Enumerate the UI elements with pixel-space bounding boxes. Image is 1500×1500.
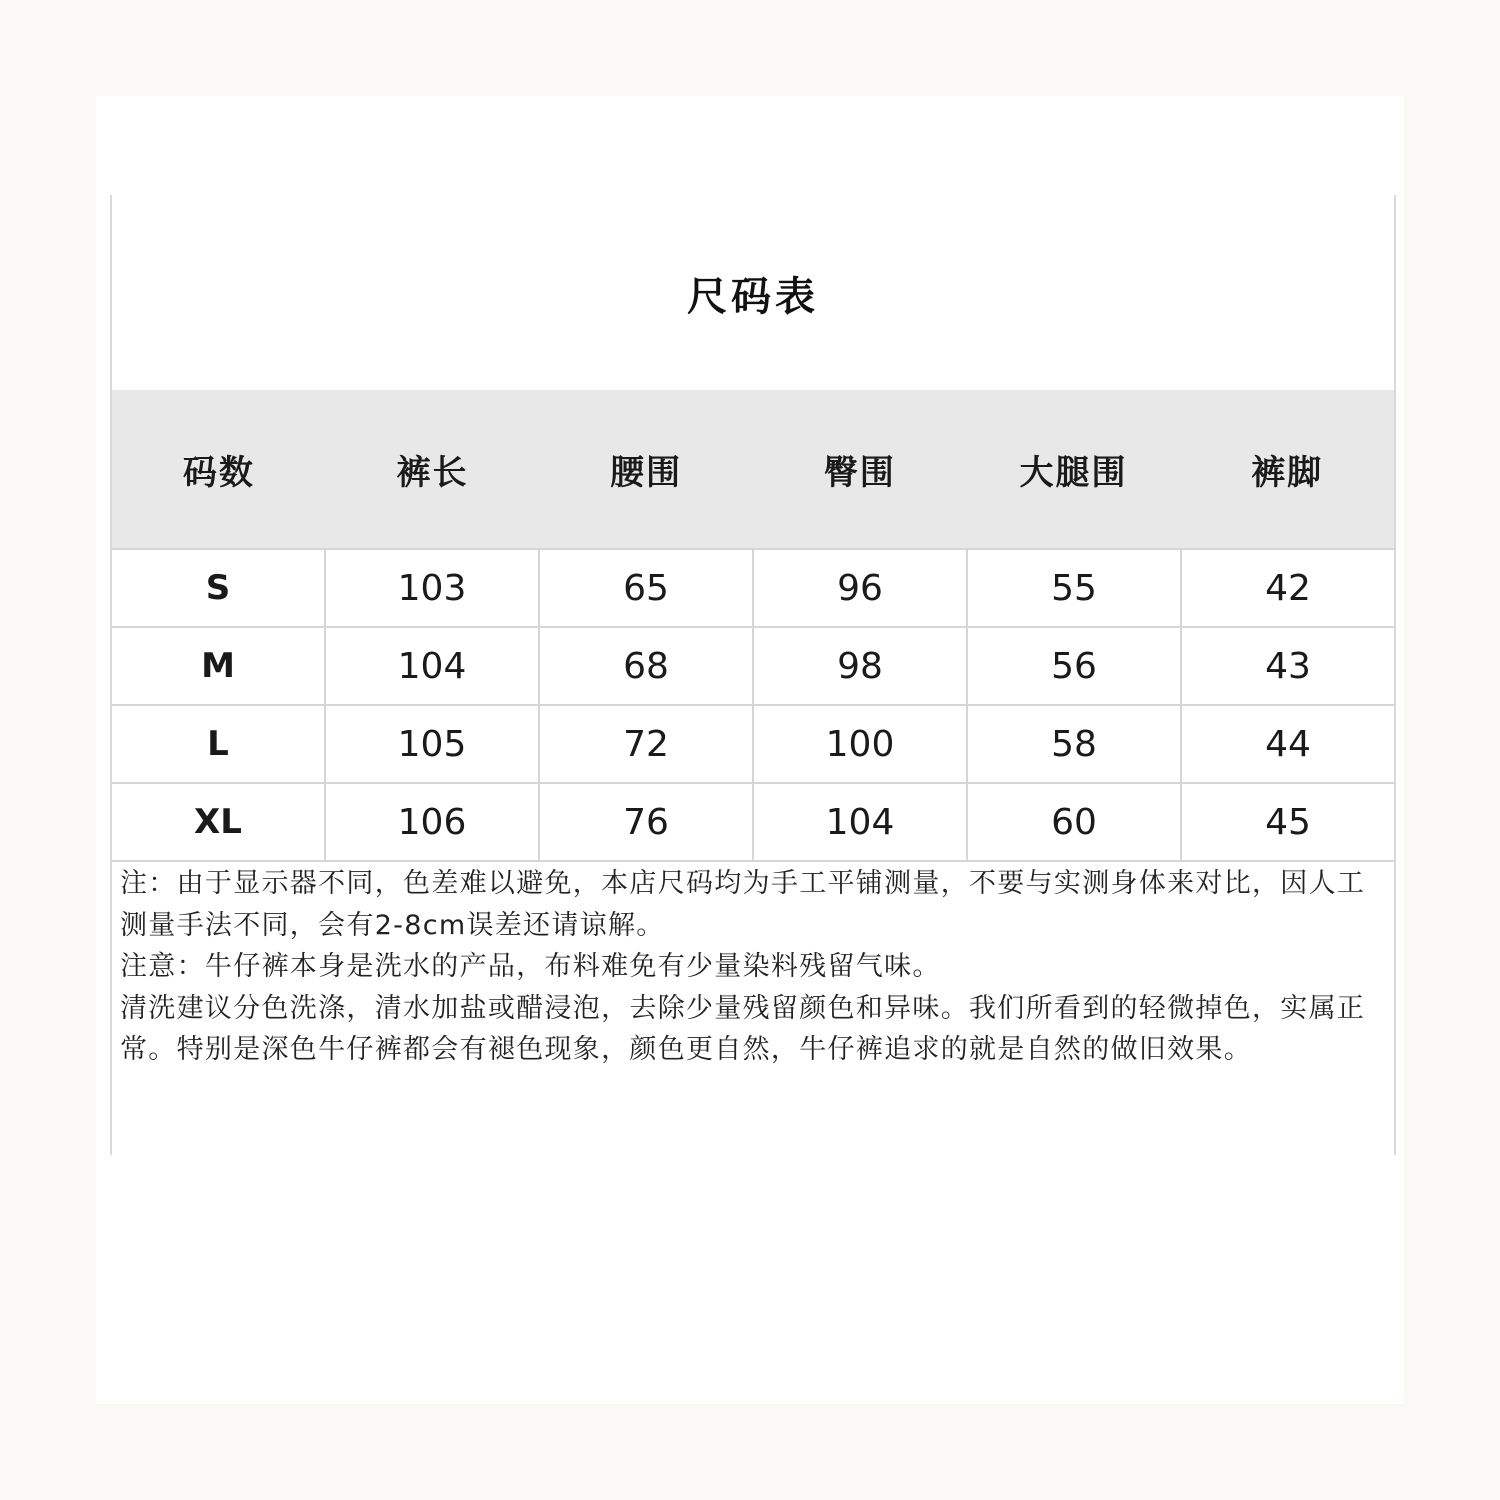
thigh-cell: 55 [968, 550, 1182, 626]
size-chart-panel [110, 195, 1396, 1155]
header-hip: 臀围 [823, 452, 896, 493]
waist-cell: 68 [540, 628, 754, 704]
hip-cell: 104 [754, 784, 968, 860]
waist-cell: 76 [540, 784, 754, 860]
header-length: 裤长 [396, 452, 469, 493]
leg-opening-cell: 45 [1265, 801, 1311, 843]
hip-cell: 96 [754, 550, 968, 626]
waist-cell: 65 [540, 550, 754, 626]
page-title: 尺码表 [687, 274, 819, 320]
table-header [112, 390, 1394, 548]
header-leg-opening: 裤脚 [1251, 452, 1324, 493]
thigh-cell: 56 [968, 628, 1182, 704]
thigh-cell: 58 [968, 706, 1182, 782]
waist-cell: 72 [540, 706, 754, 782]
size-cell: XL [112, 784, 326, 860]
header-size: 码数 [182, 452, 255, 493]
thigh-cell: 60 [968, 784, 1182, 860]
size-cell: M [112, 628, 326, 704]
hip-cell: 100 [754, 706, 968, 782]
leg-opening-cell: 44 [1265, 723, 1311, 765]
leg-opening-cell: 42 [1265, 567, 1311, 609]
table-row [112, 548, 1394, 628]
length-cell: 103 [326, 550, 540, 626]
note-washing: 清洗建议分色洗涤，清水加盐或醋浸泡，去除少量残留颜色和异味。我们所看到的轻微掉色，实属正常。特别是深色牛仔裤都会有褪色现象，颜色更自然，牛仔裤追求的就是自然的做旧效果。 [120, 992, 1366, 1065]
length-cell: 105 [326, 706, 540, 782]
header-waist: 腰围 [610, 452, 683, 493]
note-dye-smell: 注意：牛仔裤本身是洗水的产品，布料难免有少量染料残留气味。 [120, 951, 941, 982]
table-row [112, 628, 1394, 706]
header-thigh: 大腿围 [1019, 452, 1128, 493]
table-body [112, 548, 1394, 862]
table-row [112, 784, 1394, 862]
note-measurement: 注：由于显示器不同，色差难以避免，本店尺码均为手工平铺测量，不要与实测身体来对比，因人工测量手法不同，会有2-8cm误差还请谅解。 [120, 868, 1366, 941]
hip-cell: 98 [754, 628, 968, 704]
length-cell: 104 [326, 628, 540, 704]
size-cell: L [112, 706, 326, 782]
leg-opening-cell: 43 [1265, 645, 1311, 687]
size-cell: S [112, 550, 326, 626]
length-cell: 106 [326, 784, 540, 860]
notes-section [120, 863, 1382, 1071]
table-row [112, 706, 1394, 784]
